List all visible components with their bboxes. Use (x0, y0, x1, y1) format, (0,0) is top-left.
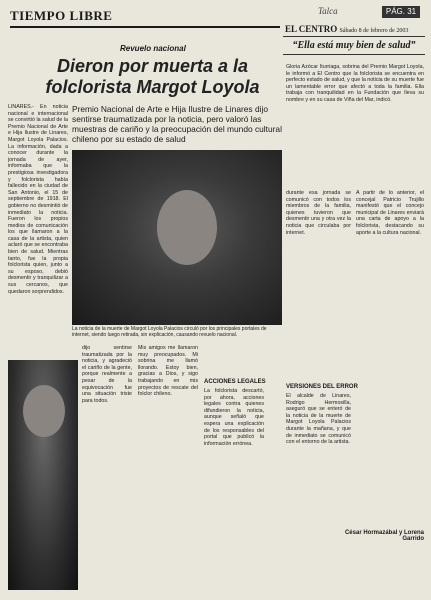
subhead-acciones: ACCIONES LEGALES (204, 379, 266, 385)
issue-date: Sábado 8 de febrero de 2003 (339, 28, 409, 34)
column-1: LINARES.- En noticia nacional e internacional se convirtió la salud de la Premio Nacional de Arte e Hija Ilustre de Linares, Margot Loyola Palacios. La información, dada a conocer durante la jornada de ayer, informaba que la prestigiosa investigadora y folclorista había fallecido en la ciudad de San Antonio, el 15 de septiembre de 1918. El gobierno no desmintió de inmediato la noticia. Fueron los propios medios de comunicación los que llamaron a la casa de la artista, quien aclaró que se encontraba bien de salud. Mientras tanto, fue la propia folclorista quien, junto a su esposo, debió desmentir y tranquilizar a sus cercanos, que quedaron sorprendidos. (8, 104, 68, 295)
column-2: dijo sentirse traumatizada por la noticia, y agradeció el cariño de la gente, porque realmente a pesar de la equivocación fue una situación triste para todos. (82, 345, 132, 404)
photo-secondary (8, 360, 78, 590)
byline: César Hormazábal y Lorena Garrido (344, 530, 424, 542)
lede: Premio Nacional de Arte e Hija Ilustre de Linares dijo sentirse traumatizada por la noticia, pero valoró las muestras de cariño y la preocupación del mundo cultural chileno por su estado de salud (72, 104, 282, 144)
section-title: TIEMPO LIBRE (10, 8, 113, 23)
subhead-versiones: VERSIONES DEL ERROR (286, 384, 358, 390)
column-5: El alcalde de Linares, Rodrigo Hermosilla, aseguró que se enteró de la noticia de la muerte de Margot Loyola Palacios durante la mañana, y que de inmediato se comunicó con el entorno de la artista. (286, 393, 351, 446)
photo-subject-face (23, 385, 65, 437)
column-4: La folclorista descartó, por ahora, acciones legales contra quienes difundieron la noticia, aunque señaló que espera una explicación de los responsables del portal que publicó la información errónea. (204, 388, 264, 447)
column-6: durante esa jornada se comunicó con todos los miembros de la familia, quienes tuvieron que desmentir una y otra vez la noticia que circulaba por internet. (286, 190, 351, 236)
column-3: Mis amigos me llamaron muy preocupados. Mi sobrina me llamó llorando. Estoy bien, gracias a Dios, y sigo trabajando en mis proyectos de rescate del folclor chileno. (138, 345, 198, 398)
paper-name: EL CENTRO (285, 24, 338, 34)
photo-main (72, 150, 282, 325)
sidebar-title: “Ella está muy bien de salud” (283, 36, 425, 55)
kicker: Revuelo nacional (120, 44, 186, 53)
sidebar-body: Gloria Azócar Iturriaga, sobrina del Premio Margot Loyola, le informó a El Centro que la folclorista se encuentra en perfecto estado de salud, y que la noticia de su muerte fue un lamentable error que afectó a toda la familia. Ella trabaja con tranquilidad en la Fundación que lleva su nombre y en su casa de Viña del Mar, indicó. (286, 64, 424, 103)
photo-caption: La noticia de la muerte de Margot Loyola Palacios circuló por los principales portales de internet, siendo luego retirada, sin explicación, causando revuelo nacional. (72, 326, 267, 338)
page-number: PÁG. 31 (382, 6, 420, 18)
photo-subject-face (157, 190, 217, 265)
headline: Dieron por muerta a la folclorista Margot Loyola (45, 56, 260, 97)
handwritten-note: Talca (318, 6, 338, 16)
column-7: A partir de lo anterior, el concejal Patricio Trujillo manifestó que el concejo municipal de Linares enviará una carta de apoyo a la folclorista, destacando su aporte a la cultura nacional. (356, 190, 424, 236)
section-rule (10, 26, 280, 28)
masthead (285, 24, 425, 34)
